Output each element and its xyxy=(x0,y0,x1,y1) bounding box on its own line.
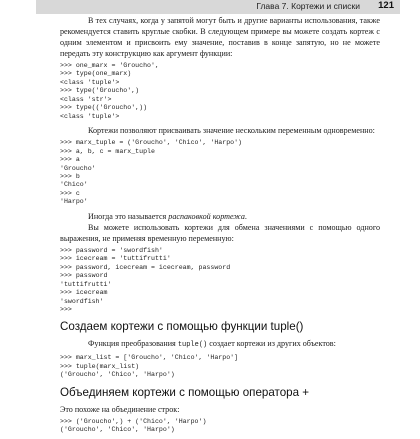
code-block-swap: >>> password = 'swordfish' >>> icecream = 'tuttifrutti' >>> password, icecream = icecream, password >>> password 'tuttifrutti' >>> icecream 'swordfish' >>> xyxy=(60,246,231,313)
code-block-unpacking: >>> marx_tuple = ('Groucho', 'Chico', 'Harpo') >>> a, b, c = marx_tuple >>> a 'Groucho' >>> b 'Chico' >>> c 'Harpo' xyxy=(60,139,243,206)
section-heading-concatenation: Объединяем кортежи с помощью оператора + xyxy=(60,385,310,399)
paragraph-trailing-comma: В тех случаях, когда у запятой могут быть и другие варианты использования, также рекомендуется ставить круглые скобки. В следующем примере вы можете создать кортеж с одним элементом и присвоить ему значение, поставив в конце запятую, но не можете передать эту конструкцию как аргумент функции: xyxy=(60,16,380,58)
chapter-title: Глава 7. Кортежи и списки xyxy=(256,1,360,11)
unpacking-text-after: . xyxy=(244,211,247,221)
paragraph-unpacking-term xyxy=(60,211,380,222)
code-block-one-marx: >>> one_marx = 'Groucho', >>> type(one_marx) <class 'tuple'> >>> type('Groucho',) <class 'str'> >>> type(('Groucho',)) <class 'tuple'> xyxy=(60,62,159,120)
page-body xyxy=(60,14,380,439)
tuple-text-after: создает кортежи из других объектов: xyxy=(207,339,336,349)
code-block-tuple-list: >>> marx_list = ['Groucho', 'Chico', 'Harpo'] >>> tuple(marx_list) ('Groucho', 'Chico', 'Harpo') xyxy=(60,354,239,379)
unpacking-term: распаковкой кортежа xyxy=(168,211,245,221)
paragraph-tuple-conversion xyxy=(60,338,380,351)
page-number: 121 xyxy=(378,0,394,11)
paragraph-swap-values: Вы можете использовать кортежи для обмена значениями с помощью одного выражения, не применяя временную переменную: xyxy=(60,222,380,243)
running-header xyxy=(36,0,400,14)
code-block-concatenation: >>> ('Groucho',) + ('Chico', 'Harpo') ('Groucho', 'Chico', 'Harpo') xyxy=(60,417,207,434)
unpacking-text-before: Иногда это называется xyxy=(88,211,169,221)
tuple-inline-code: tuple() xyxy=(177,341,208,350)
tuple-text-before: Функция преобразования xyxy=(88,339,178,349)
section-heading-tuple-function: Создаем кортежи с помощью функции tuple() xyxy=(60,320,304,334)
paragraph-multiple-assignment: Кортежи позволяют присваивать значение нескольким переменным одновременно: xyxy=(88,126,375,136)
paragraph-concatenation: Это похоже на объединение строк: xyxy=(60,404,180,414)
